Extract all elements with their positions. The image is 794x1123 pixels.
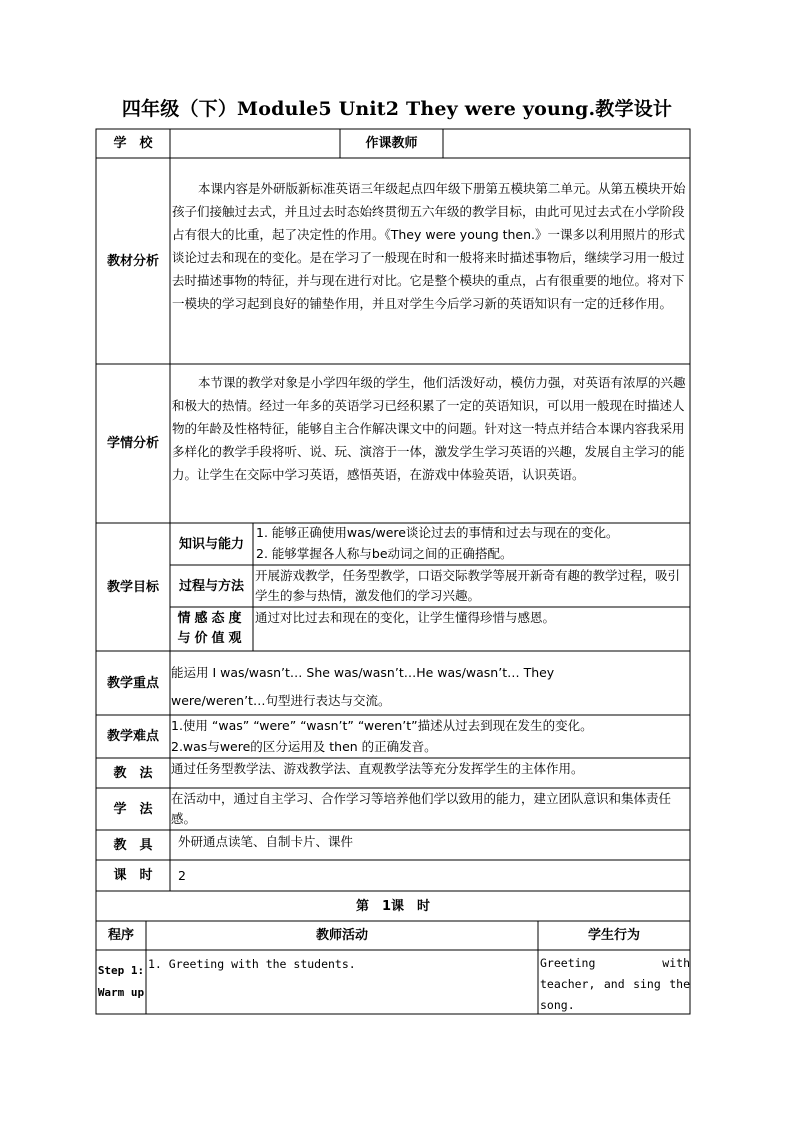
col-step-header: 程序 [107, 928, 134, 943]
teacher-activity: 1. Greeting with the students. [148, 957, 356, 971]
table-row-step [96, 950, 146, 1014]
knowledge-line-1: 1. 能够正确使用was/were谈论过去的事情和过去与现在的变化。 [256, 525, 619, 540]
author-value [443, 129, 690, 158]
emotion-label-line-2: 与价值观 [177, 631, 246, 646]
textbook-analysis-text: 本课内容是外研版新标准英语三年级起点四年级下册第五模块第二单元。从第五模块开始孩子们接触过去式，并且过去时态始终贯彻五六年级的教学目标，由此可见过去式在小学阶段占有很大的比重，起了决定性的作用。《They were young then.》一课多以利用照片的形式谈论过去和现在的变化。是在学习了一般现在时和一般将来时描述事物后，继续学习用一般过去时描述事物的特征，并与现在进行对比。它是整个模块的重点，占有很重要的地位。将对下一模块的学习起到良好的铺垫作用，并且对学生今后学习新的英语知识有一定的迁移作用。 [172, 181, 686, 311]
step-line-1: Step 1: [97, 964, 145, 977]
objectives-label: 教学目标 [106, 579, 159, 595]
page-title: 四年级（下）Module5 Unit2 They were young.教学设计 [121, 98, 673, 120]
periods-value: 2 [178, 868, 186, 883]
lesson-heading: 第 1课 时 [355, 898, 431, 914]
school-value [170, 129, 340, 158]
emotion-label [170, 607, 253, 651]
periods-label: 课 时 [113, 868, 153, 883]
key-points-line-2: were/weren’t…句型进行表达与交流。 [171, 693, 391, 708]
school-label: 学 校 [113, 136, 153, 151]
key-points-line-1: 能运用 I was/wasn’t… She was/wasn’t…He was/wasn’t… They [171, 665, 555, 680]
author-label: 作课教师 [365, 136, 418, 151]
difficulties-line-2: 2.was与were的区分运用及 then 的正确发音。 [171, 739, 437, 754]
process-label: 过程与方法 [178, 578, 244, 594]
teaching-method-text: 通过任务型教学法、游戏教学法、直观教学法等充分发挥学生的主体作用。 [171, 761, 584, 776]
aids-label: 教 具 [113, 837, 153, 853]
student-analysis-label: 学情分析 [106, 436, 159, 451]
col-teacher-header: 教师活动 [315, 928, 368, 943]
knowledge-line-2: 2. 能够掌握各人称与be动词之间的正确搭配。 [256, 546, 513, 561]
knowledge-label: 知识与能力 [178, 536, 244, 552]
process-text: 开展游戏教学，任务型教学，口语交际教学等展开新奇有趣的教学过程，吸引学生的参与热情，激发他们的学习兴趣。 [255, 568, 681, 603]
aids-text: 外研通点读笔、自制卡片、课件 [178, 834, 354, 849]
textbook-analysis-label: 教材分析 [106, 253, 159, 269]
teaching-method-label: 教 法 [113, 765, 153, 781]
student-analysis-text: 本节课的教学对象是小学四年级的学生，他们活泼好动，模仿力强，对英语有浓厚的兴趣和极大的热情。经过一年多的英语学习已经积累了一定的英语知识，可以用一般现在时描述人物的年龄及性格特征，能够自主合作解决课文中的问题。针对这一特点并结合本课内容我采用多样化的教学手段将听、说、玩、演溶于一体，激发学生学习英语的兴趣，发展自主学习的能力。让学生在交际中学习英语，感悟英语，在游戏中体验英语，认识英语。 [172, 375, 686, 482]
key-points-label: 教学重点 [106, 675, 159, 691]
difficulties-line-1: 1.使用 “was” “were” “wasn’t” “weren’t”描述从过去到现在发生的变化。 [171, 718, 593, 733]
learning-method-text: 在活动中，通过自主学习、合作学习等培养他们学以致用的能力，建立团队意识和集体责任感。 [171, 791, 672, 826]
col-student-header: 学生行为 [587, 928, 640, 943]
step-line-2: Warm up [97, 986, 145, 999]
learning-method-label: 学 法 [113, 801, 153, 817]
emotion-label-line-1: 情感态度 [177, 611, 246, 626]
difficulties-label: 教学难点 [106, 729, 159, 744]
student-behavior: Greeting with teacher, and sing the song. [540, 956, 690, 1012]
emotion-text: 通过对比过去和现在的变化，让学生懂得珍惜与感恩。 [255, 610, 556, 625]
